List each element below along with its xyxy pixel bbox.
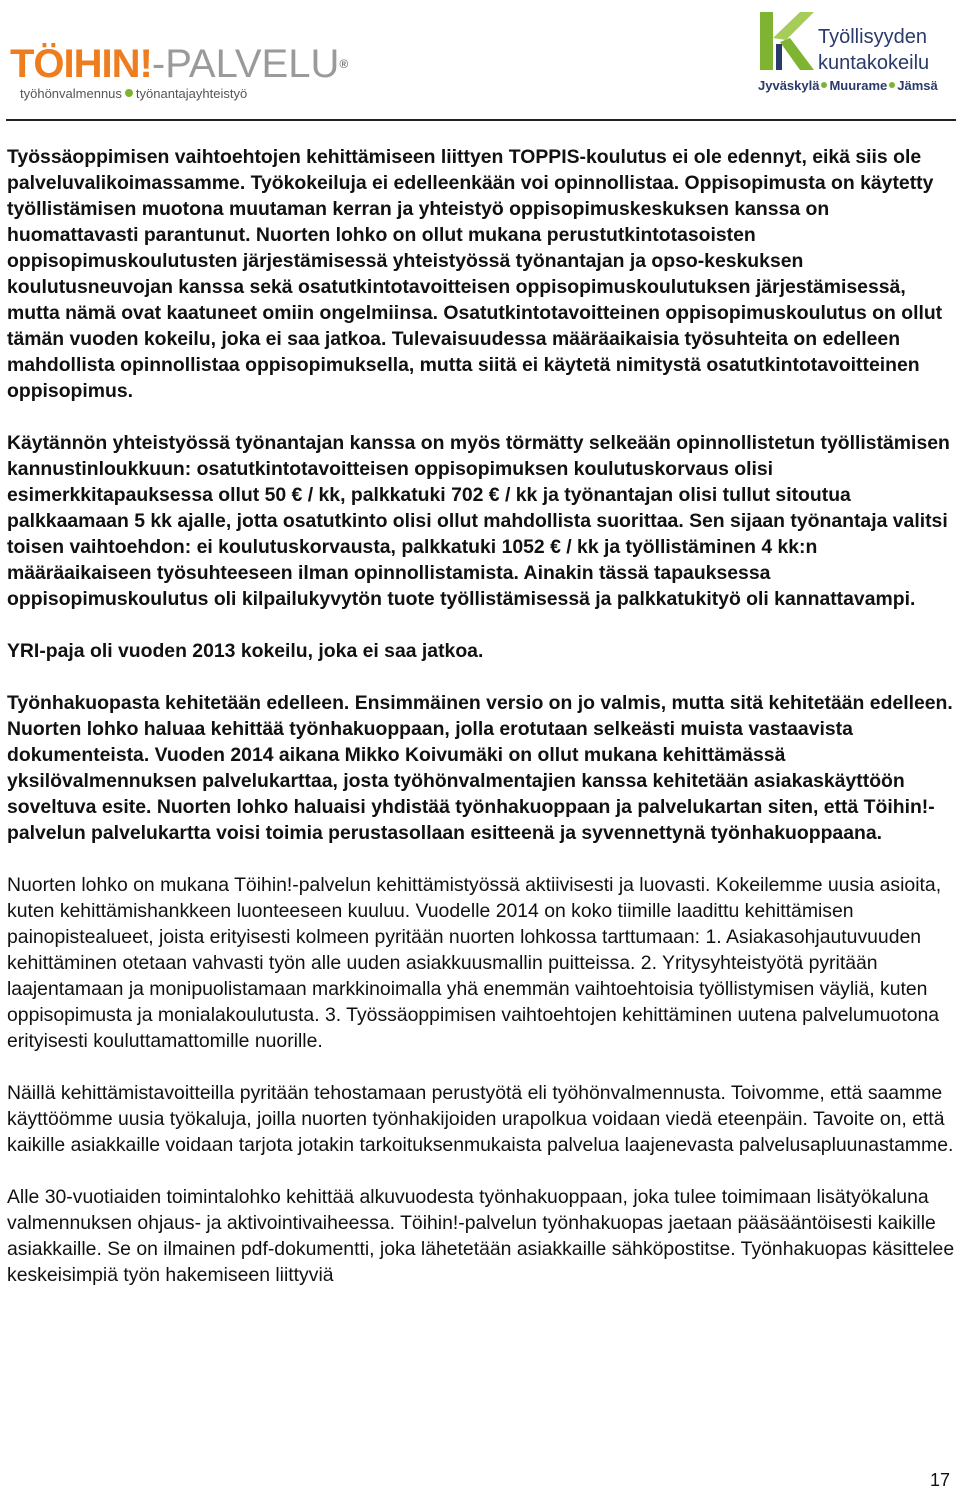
green-dot-icon	[821, 82, 827, 88]
registered-mark: ®	[339, 57, 348, 71]
logo-wordmark-palvelu: -PALVELU	[151, 42, 340, 86]
logo-line-2: kuntakokeilu	[818, 52, 930, 74]
document-body	[7, 144, 955, 1314]
page-header	[0, 0, 960, 124]
page-number: 17	[930, 1470, 951, 1490]
paragraph-yri-paja: YRI-paja oli vuoden 2013 kokeilu, joka ei saa jatkoa.	[7, 640, 484, 662]
paragraph-kannustinloukku: Käytännön yhteistyössä työnantajan kanssa on myös törmätty selkeään opinnollistetun työllistämisen kannustinloukkuun: osatutkintotavoitteisen oppisopimuksen koulutuskorvaus olisi esimerkkitapauksessa ollut 50 € / kk, palkkatuki 702 € / kk ja työnantajan olisi tullut sitoutua palkkaamaan 5 kk ajalle, jotta osatutkinto olisi ollut mahdollista suorittaa. Sen sijaan työnantaja valitsi toisen vaihtoehdon: ei koulutuskorvausta, palkkatuki 1052 € / kk ja työllistäminen 4 kk:n määräaikaiseen työsuhteeseen ilman opinnollistamista. Ainakin tässä tapauksessa oppisopimuskoulutus oli kilpailukyvytön tuote työllistämisessä ja palkkatukityö oli kannattavampi.	[7, 432, 950, 610]
logo-line-1: Työllisyyden	[818, 26, 927, 48]
header-divider	[6, 119, 956, 121]
k-emblem-icon	[756, 8, 816, 74]
paragraph-kehittamistyo: Nuorten lohko on mukana Töihin!-palvelun kehittämistyössä aktiivisesti ja luovasti. Kokeilemme uusia asioita, kuten kehittämishankkeen luonteeseen kuuluu. Vuodelle 2014 on koko tiimille laadittu kehittämisen painopistealueet, joista erityisesti kolmeen pyritään nuorten lohkossa tarttumaan: 1. Asiakasohjautuvuuden kehittäminen otetaan vahvasti työn alle uuden asiakkuusmallin puitteissa. 2. Yritysyhteistyötä pyritään laajentamaan ja monipuolistamaan markkinoimalla yhä enemmän vaihtoehtoisia työllistymisen väyliä, kuten oppisopimusta ja monialakoulutusta. 3. Työssäoppimisen vaihtoehtojen kehittäminen uutena palvelumuotona erityisesti kouluttamattomille nuorille.	[7, 874, 942, 1052]
city-muurame: Muurame	[829, 78, 888, 93]
paragraph-alle-30: Alle 30-vuotiaiden toimintalohko kehittää alkuvuodesta työnhakuoppaan, joka tulee toimimaan lisätyökaluna valmennuksen ohjaus- ja aktivointivaiheessa. Töihin!-palvelun työnhakuopas jaetaan pääsääntöisesti kaikille asiakkaille. Se on ilmainen pdf-dokumentti, joka lähetetään asiakkaille sähköpostitse. Työnhakuopas käsittelee keskeisimpiä työn hakemiseen liittyviä	[7, 1186, 955, 1286]
green-dot-icon	[889, 82, 895, 88]
paragraph-toppis: Työssäoppimisen vaihtoehtojen kehittämiseen liittyen TOPPIS-koulutus ei ole edennyt, eikä siis ole palveluvalikoimassamme. Työkokeiluja ei edelleenkään voi opinnollistaa. Oppisopimusta on käytetty työllistämisen muotona muutaman kerran ja yhteistyö oppisopimuskeskuksen kanssa on huomattavasti parantunut. Nuorten lohko on ollut mukana perustutkintotasoisten oppisopimuskoulutusten järjestämisessä yhteistyössä työnantajan ja opso-keskuksen koulutusneuvojan kanssa sekä osatutkintotavoitteisen oppisopimuskoulutuksen järjestämisessä, mutta nämä ovat kaatuneet omiin ongelmiinsa. Osatutkintotavoitteinen oppisopimuskoulutus on ollut tämän vuoden kokeilu, joka ei saa jatkoa. Tulevaisuudessa määräaikaisia työsuhteita on edelleen mahdollista opinnollistaa oppisopimuksella, mutta siitä ei käytetä nimitystä osatutkintotavoitteinen oppisopimus.	[7, 146, 943, 402]
toihin-palvelu-logo	[10, 42, 348, 101]
logo-tag-1: työhönvalmennus	[20, 86, 122, 101]
logo-wordmark-toihin: TÖIHIN!	[10, 42, 152, 86]
paragraph-tyonhakuopas: Työnhakuopasta kehitetään edelleen. Ensimmäinen versio on jo valmis, mutta sitä kehitetään edelleen. Nuorten lohko haluaa kehittää työnhakuoppaan, jolla erotutaan selkeästi muista vastaavista dokumenteista. Vuoden 2014 aikana Mikko Koivumäki on ollut mukana kehittämässä yksilövalmennuksen palvelukarttaa, josta työhönvalmentajien kanssa kehitetään asiakaskäyttöön soveltuva esite. Nuorten lohko haluaisi yhdistää työnhakuoppaan ja palvelukartan siten, että Töihin!-palvelun palvelukartta voisi toimia perustasollaan esitteenä ja syvennettynä työnhakuoppaana.	[7, 692, 953, 844]
logo-tag-2: työnantajayhteistyö	[135, 86, 248, 101]
city-jyvaskyla: Jyväskylä	[758, 78, 820, 93]
paragraph-kehittamistavoitteet: Näillä kehittämistavoitteilla pyritään tehostamaan perustyötä eli työhönvalmennusta. Toivomme, että saamme käyttöömme uusia työkaluja, joilla nuorten työnhakijoiden urapolkua voidaan viedä eteenpäin. Tavoite on, että kaikille asiakkaille voidaan tarjota jotakin tarkoituksenmukaista palvelua laajenevasta palvelusapluunastamme.	[7, 1082, 954, 1156]
tyollisyyden-kuntakokeilu-logo	[756, 8, 956, 98]
city-jamsa: Jämsä	[897, 78, 938, 93]
logo-cities	[758, 78, 938, 93]
green-dot-icon	[125, 89, 133, 97]
